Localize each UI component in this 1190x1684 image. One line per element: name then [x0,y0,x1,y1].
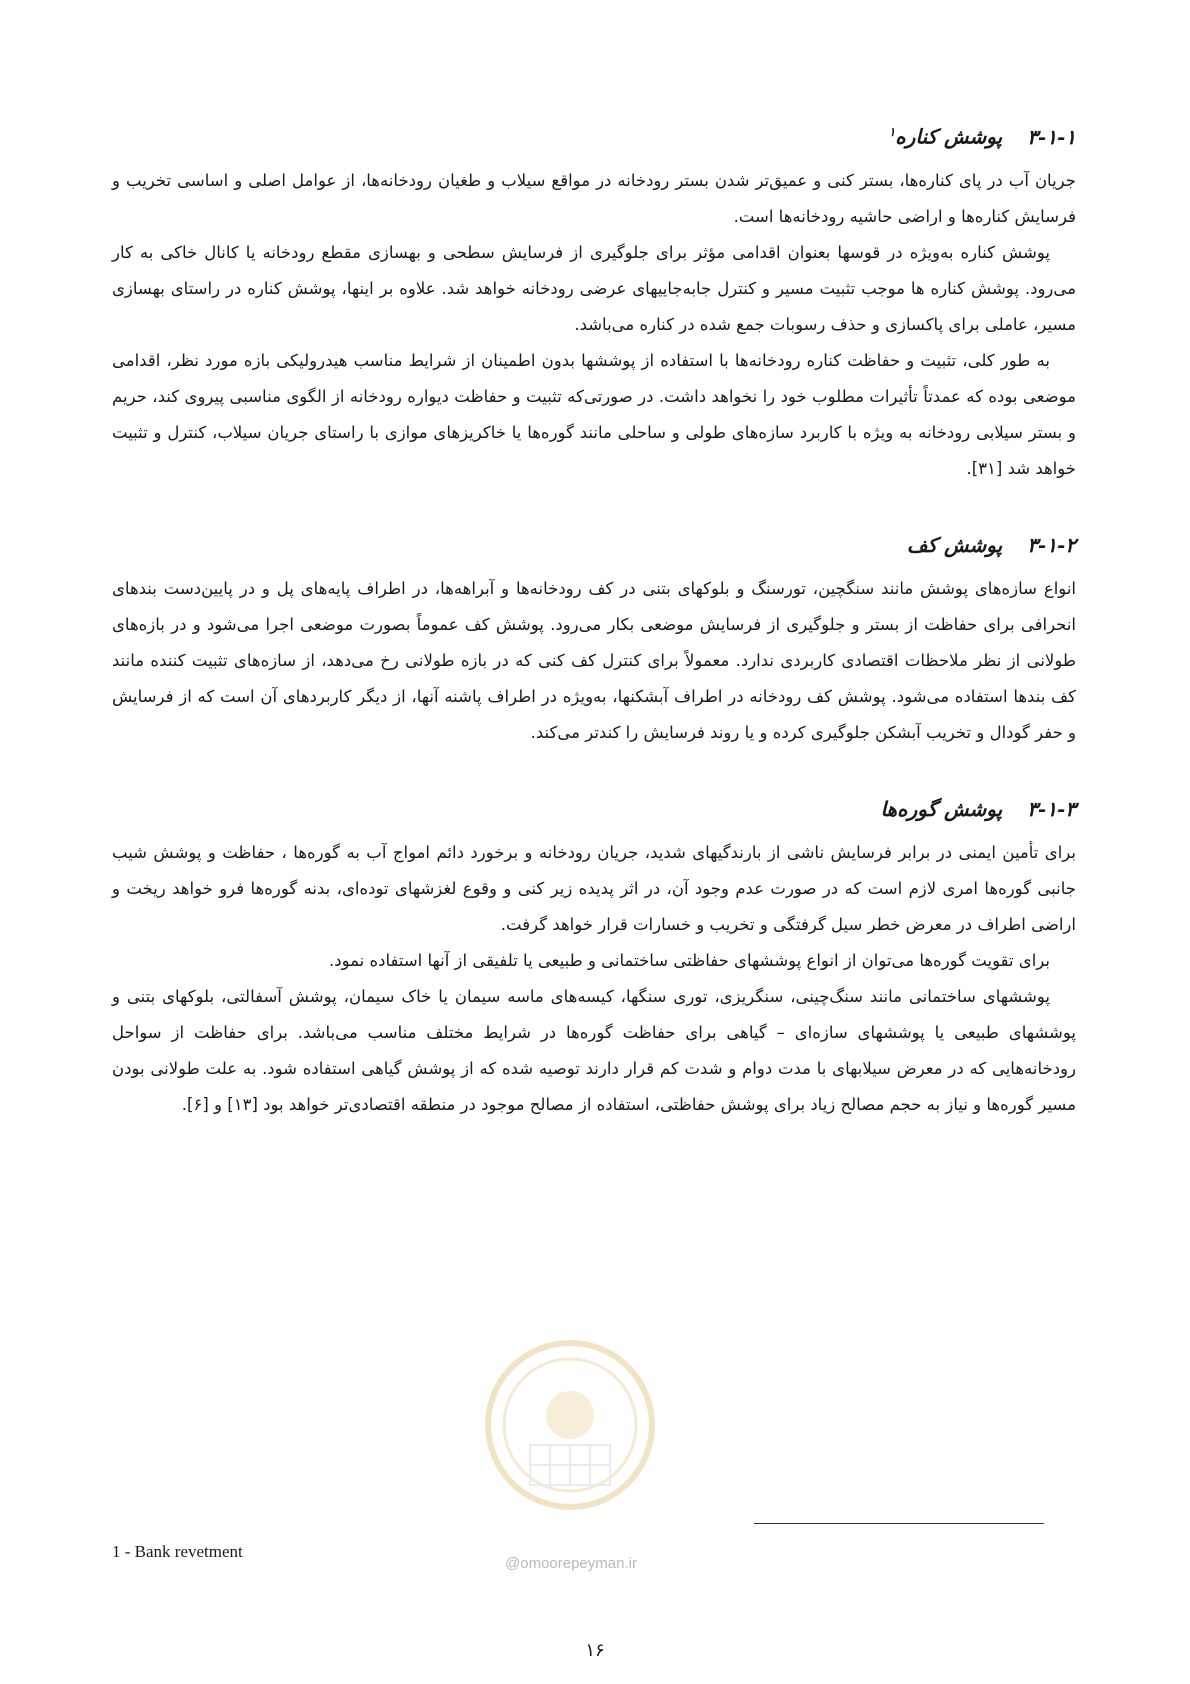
section-levee-protection [112,795,1076,1123]
watermark-seal-icon [480,1335,660,1515]
section-number: ۳-۱-۱ [1027,124,1076,149]
section-bank-revetment [112,118,1076,487]
watermark-text: @omoorepeyman.ir [505,1555,637,1572]
document-body [112,118,1076,1167]
paragraph: انواع سازه‌های پوشش مانند سنگچین، تورسنگ و بلوکهای بتنی در کف رودخانه‌ها و آبراهه‌ها، در اطراف پایه‌های پل و در پایین‌دست بندهای انحرافی برای حفاظت از بستر و جلوگیری از فرسایش موضعی بکار می‌رود. پوشش کف عموماً بصورت موضعی اجرا می‌شود و در بازه‌های طولانی از نظر ملاحظات اقتصادی کاربردی ندارد. معمولاً برای کنترل کف کنی که در بازه طولانی رخ می‌دهد، از سازه‌های تثبیت کننده مانند کف بندها استفاده می‌شود. پوشش کف رودخانه در اطراف آبشکنها، به‌ویژه در اطراف پاشنه آنها، از دیگر کاربردهای آن است که از فرسایش و حفر گودال و تخریب آبشکن جلوگیری کرده و یا روند فرسایش را کندتر می‌کند. [112,578,1076,742]
paragraph: جریان آب در پای کناره‌ها، بستر کنی و عمیق‌تر شدن بستر رودخانه در مواقع سیلاب و طغیان رودخانه‌ها، از عوامل اصلی و اساسی تخریب و فرسایش کناره‌ها و اراضی حاشیه رودخانه‌ها است. [112,170,1076,226]
section-heading [112,795,1076,823]
footnote: 1 - Bank revetment [112,1542,243,1561]
section-title: پوشش کف [906,532,1003,557]
paragraph: به طور کلی، تثبیت و حفاظت کناره رودخانه‌ها با استفاده از پوششها بدون اطمینان از شرایط مناسب هیدرولیکی بازه مورد نظر، اقدامی موضعی بوده که عمدتاً تأثیرات مطلوب خود را نخواهد داشت. در صورتی‌که تثبیت و حفاظت دیواره رودخانه از الگوی مناسبی پیروی کند، حریم و بستر سیلابی رودخانه به ویژه با کاربرد سازه‌های طولی و ساحلی مانند گوره‌ها یا خاکریزهای موازی با راستای جریان سیلاب، کنترل و تثبیت خواهد شد [۳۱]. [112,350,1076,478]
footnote-divider [754,1523,1044,1524]
paragraph: برای تأمین ایمنی در برابر فرسایش ناشی از بارندگیهای شدید، جریان رودخانه و برخورد دائم امواج آب به گوره‌ها ، حفاظت و پوشش شیب جانبی گوره‌ها امری لازم است که در صورت عدم وجود آن، در اثر پدیده زیر کنی و وقوع لغزشهای توده‌ای، بدنه گوره‌ها فرو خواهد ریخت و اراضی اطراف در معرض خطر سیل گرفتگی و تخریب و خسارات قرار خواهد گرفت. [112,842,1076,934]
footnote-ref: ۱ [888,125,896,139]
paragraph: پوشش کناره به‌ویژه در قوسها بعنوان اقدامی مؤثر برای جلوگیری از فرسایش سطحی و بهسازی مقطع رودخانه یا کانال خاکی به کار می‌رود. پوشش کناره ها موجب تثبیت مسیر و کنترل جابه‌جاییهای عرضی رودخانه خواهد شد. علاوه بر اینها، پوشش کناره در راستای بهسازی مسیر، عاملی برای پاکسازی و حذف رسوبات جمع شده در کناره می‌باشد. [112,242,1076,334]
page-number: ۱۶ [585,1640,605,1661]
section-number: ۳-۱-۳ [1027,796,1076,821]
section-heading [112,531,1076,559]
section-heading [112,118,1076,151]
section-title: پوشش گوره‌ها [880,796,1003,821]
section-title: پوشش کناره [895,124,1003,149]
section-bed-protection [112,531,1076,751]
paragraph: برای تقویت گوره‌ها می‌توان از انواع پوششهای حفاظتی ساختمانی و طبیعی یا تلفیقی از آنها استفاده نمود. [328,950,1050,970]
paragraph: پوششهای ساختمانی مانند سنگ‌چینی، سنگریزی، توری سنگها، کیسه‌های ماسه سیمان یا خاک سیمان، پوشش آسفالتی، بلوکهای بتنی و پوششهای طبیعی یا پوششهای سازه‌ای – گیاهی برای حفاظت گوره‌ها در شرایط مختلف مناسب می‌باشد. برای حفاظت از سواحل رودخانه‌هایی که در معرض سیلابهای با مدت دوام و شدت کم قرار دارند توصیه شده که از پوشش گیاهی استفاده شود. به علت طولانی بودن مسیر گوره‌ها و نیاز به حجم مصالح زیاد برای پوشش حفاظتی، استفاده از مصالح موجود در منطقه اقتصادی‌تر خواهد بود [۱۳] و [۶]. [112,986,1076,1114]
section-number: ۳-۱-۲ [1027,532,1076,557]
